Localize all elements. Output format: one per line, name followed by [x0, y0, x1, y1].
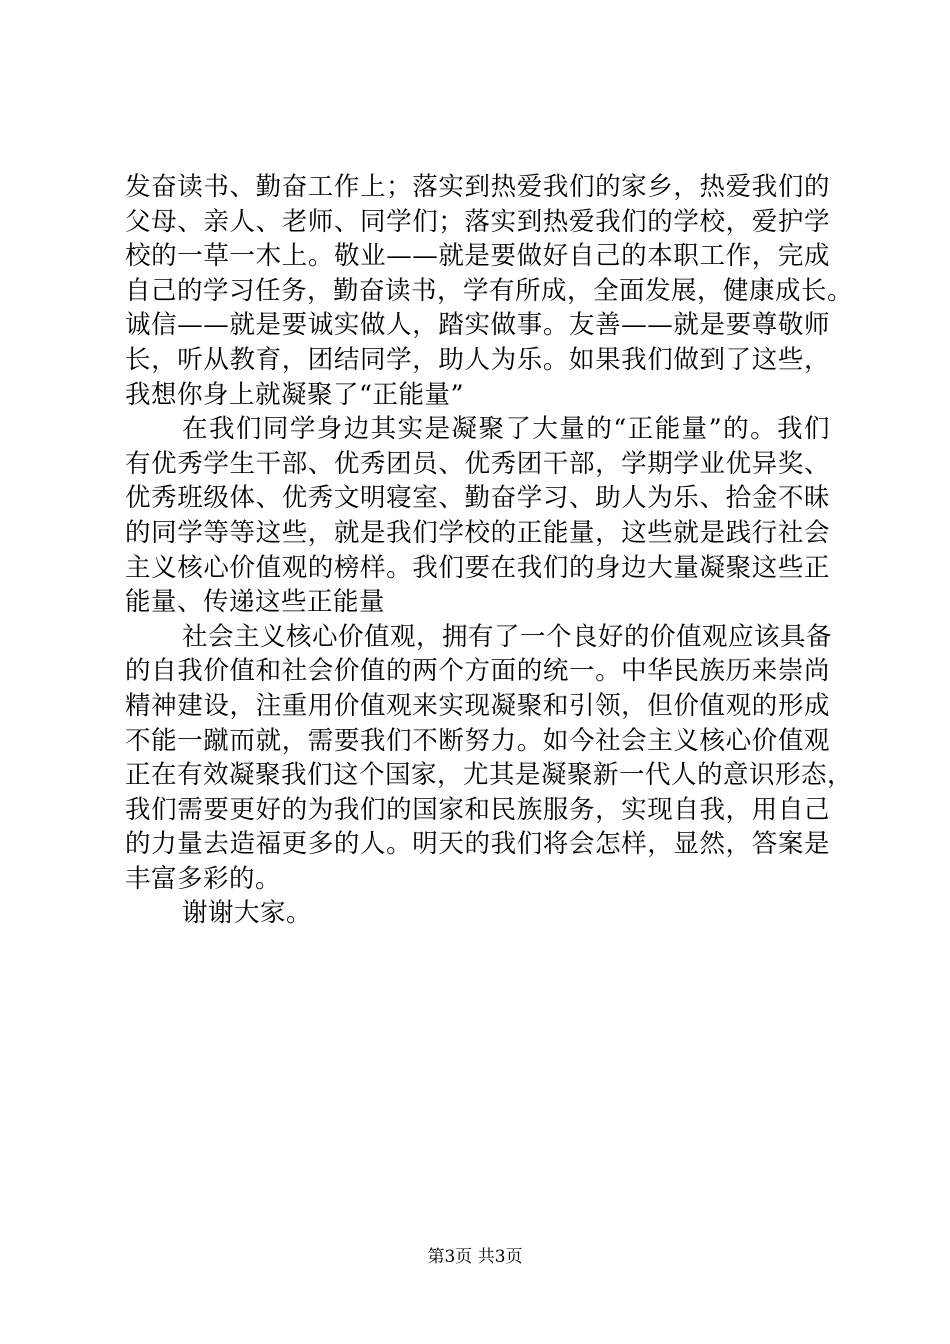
text-line: 的自我价值和社会价值的两个方面的统一。中华民族历来崇尚 — [125, 656, 830, 687]
text-line: 不能一蹴而就，需要我们不断努力。如今社会主义核心价值观 — [125, 725, 830, 756]
paragraph — [125, 412, 830, 620]
text-line: 长，听从教育，团结同学，助人为乐。如果我们做到了这些， — [125, 344, 830, 375]
text-line: 正在有效凝聚我们这个国家，尤其是凝聚新一代人的意识形态， — [125, 760, 854, 791]
text-line: 我想你身上就凝聚了“正能量” — [125, 379, 465, 410]
paragraph — [125, 620, 854, 897]
text-line: 自己的学习任务，勤奋读书，学有所成，全面发展，健康成长。 — [125, 275, 854, 306]
text-line: 发奋读书、勤奋工作上；落实到热爱我们的家乡，热爱我们的 — [125, 172, 830, 202]
text-line: 在我们同学身边其实是凝聚了大量的“正能量”的。我们 — [182, 414, 830, 445]
text-line: 精神建设，注重用价值观来实现凝聚和引领，但价值观的形成 — [125, 690, 830, 721]
text-line: 主义核心价值观的榜样。我们要在我们的身边大量凝聚这些正 — [125, 552, 830, 583]
text-line: 能量、传递这些正能量 — [125, 587, 386, 618]
text-line: 丰富多彩的。 — [125, 863, 282, 894]
document-body — [125, 170, 854, 931]
text-line: 有优秀学生干部、优秀团员、优秀团干部，学期学业优异奖、 — [125, 448, 830, 479]
text-line: 我们需要更好的为我们的国家和民族服务，实现自我，用自己 — [125, 794, 830, 825]
text-line: 的同学等等这些，就是我们学校的正能量，这些就是践行社会 — [125, 517, 830, 548]
text-line: 谢谢大家。 — [182, 898, 313, 929]
text-line: 的力量去造福更多的人。明天的我们将会怎样，显然，答案是 — [125, 829, 830, 860]
page-number-footer: 第3页 共3页 — [427, 1247, 523, 1267]
text-line: 父母、亲人、老师、同学们；落实到热爱我们的学校，爱护学 — [125, 206, 830, 237]
text-line: 优秀班级体、优秀文明寝室、勤奋学习、助人为乐、拾金不昧 — [125, 483, 830, 514]
paragraph — [125, 170, 854, 412]
text-line: 诚信——就是要诚实做人，踏实做事。友善——就是要尊敬师 — [125, 310, 830, 341]
paragraph — [125, 896, 830, 931]
text-line: 校的一草一木上。敬业——就是要做好自己的本职工作，完成 — [125, 241, 830, 272]
text-line: 社会主义核心价值观，拥有了一个良好的价值观应该具备 — [182, 621, 833, 652]
